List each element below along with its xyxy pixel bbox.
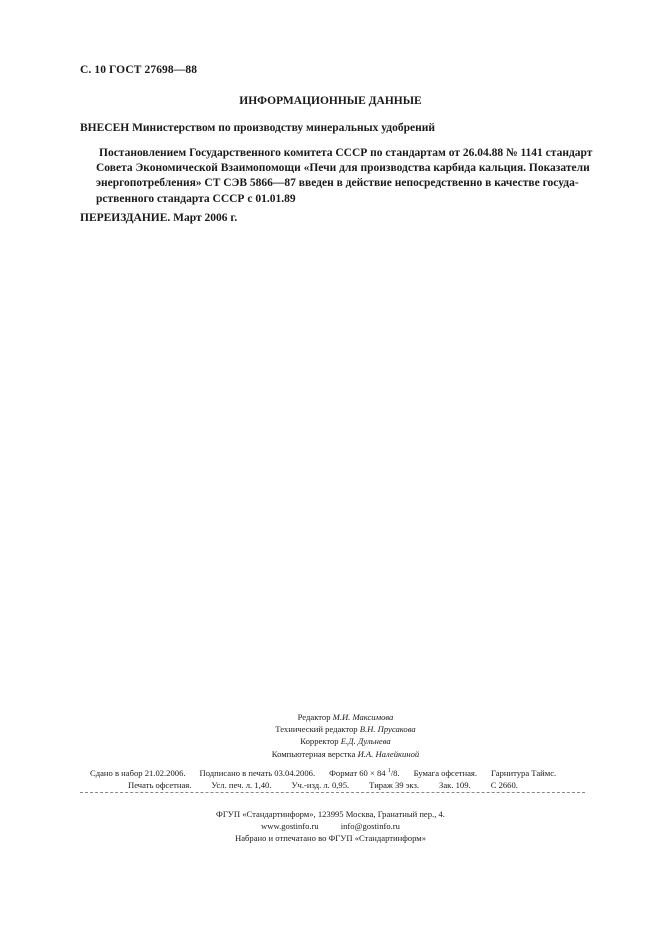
- imprint-print-type: Печать офсетная.: [128, 780, 192, 791]
- imprint-format-fraction: 1: [387, 768, 391, 774]
- reissue-note: ПЕРЕИЗДАНИЕ. Март 2006 г.: [80, 212, 238, 224]
- publisher-website: www.gostinfo.ru: [261, 821, 319, 832]
- publisher-block: [0, 808, 661, 845]
- imprint-format: Формат 60 × 84: [329, 767, 386, 778]
- imprint-submitted: Сдано в набор 21.02.2006.: [90, 767, 186, 778]
- section-title: ИНФОРМАЦИОННЫЕ ДАННЫЕ: [239, 95, 422, 107]
- credit-role: Компьютерная верстка: [271, 748, 356, 759]
- resolution-line: энергопотребления» СТ СЭВ 5866—87 введен в действие непосредственно в качестве госуда-: [96, 177, 579, 190]
- imprint-format-denominator: /8: [390, 767, 398, 778]
- running-head: С. 10 ГОСТ 27698—88: [80, 64, 198, 76]
- publisher-email: info@gostinfo.ru: [340, 821, 400, 832]
- credit-role: Технический редактор: [275, 724, 358, 735]
- imprint-line: Сдано в набор 21.02.2006. Подписано в печать 03.04.2006. Формат 60 × 84 $^1$/8. Бумага офсетная. Гарнитура Таймс.: [90, 767, 557, 778]
- resolution-line: Постановлением Государственного комитета СССР по стандартам от 26.04.88 № 1141 стандарт: [99, 147, 593, 159]
- credit-row: [15, 723, 661, 735]
- imprint-block: [90, 765, 556, 791]
- credit-row: [15, 735, 661, 747]
- credit-name: М.И. Максимова: [332, 712, 394, 722]
- imprint-code: С 2660.: [490, 780, 518, 791]
- imprint-line: [128, 779, 556, 791]
- credit-name: И.А. Налейкиной: [357, 748, 420, 759]
- divider-rule: [80, 792, 585, 793]
- publisher-contacts: [0, 820, 661, 832]
- credits-block: [0, 711, 661, 760]
- introduced-by: ВНЕСЕН Министерством по производству минеральных удобрений: [80, 122, 435, 134]
- imprint-printed-sheets: Усл. печ. л. 1,40.: [211, 780, 272, 791]
- credit-name: Е.Д. Дульнева: [340, 736, 391, 747]
- resolution-line: Совета Экономической Взаимопомощи «Печи для производства карбида кальция. Показатели: [96, 162, 590, 175]
- credit-row: [15, 748, 661, 760]
- resolution-line: рственного стандарта СССР с 01.01.89: [96, 192, 296, 205]
- credit-row: [15, 711, 661, 723]
- imprint-order: Зак. 109.: [439, 780, 471, 791]
- publisher-printed-by: Набрано и отпечатано во ФГУП «Стандартинформ»: [235, 833, 426, 844]
- imprint-paper: Бумага офсетная.: [413, 767, 478, 778]
- imprint-publisher-sheets: Уч.-изд. л. 0,95.: [291, 780, 350, 791]
- imprint-signed: Подписано в печать 03.04.2006.: [199, 767, 316, 778]
- credit-role: Корректор: [300, 736, 339, 747]
- imprint-circulation: Тираж 39 экз.: [369, 780, 420, 791]
- publisher-address: ФГУП «Стандартинформ», 123995 Москва, Гранатный пер., 4.: [216, 809, 445, 819]
- imprint-typeface: Гарнитура Таймс.: [491, 767, 557, 778]
- credit-name: В.Н. Прусакова: [359, 724, 416, 735]
- credit-role: Редактор: [297, 712, 331, 722]
- resolution-paragraph: [96, 146, 616, 207]
